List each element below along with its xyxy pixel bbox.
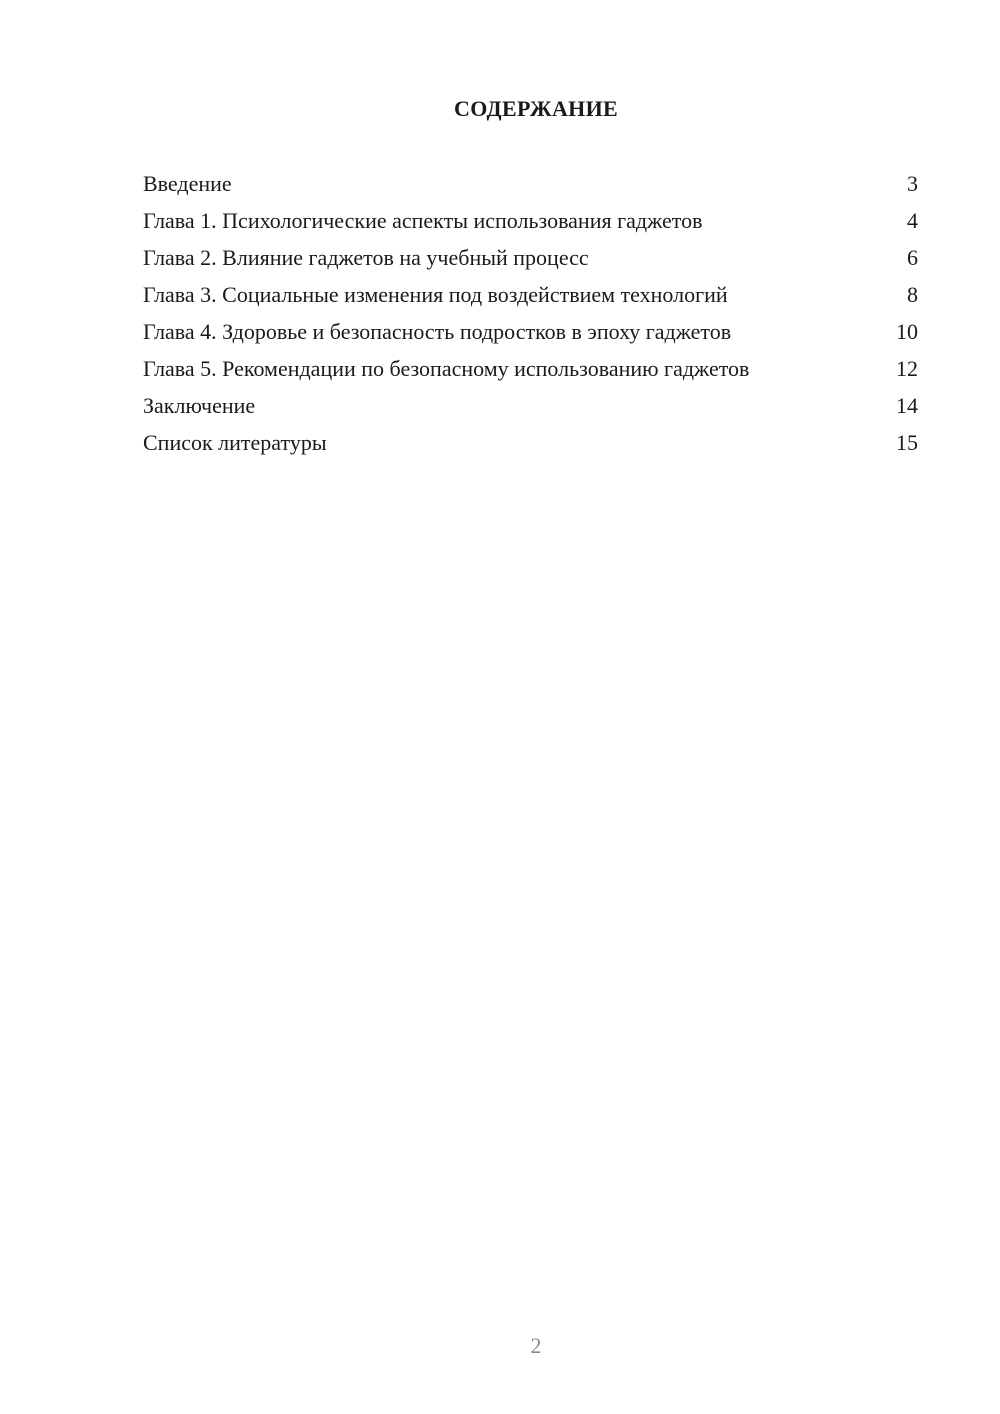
toc-entry-page: 8 xyxy=(907,282,918,307)
toc-entry-page: 10 xyxy=(896,319,918,344)
toc-entry xyxy=(143,318,918,345)
toc-heading: СОДЕРЖАНИЕ xyxy=(454,96,618,121)
toc-entry-page: 15 xyxy=(896,430,918,455)
toc-entry-title: Заключение xyxy=(143,393,256,418)
toc-entry xyxy=(143,429,918,456)
toc-entry-page: 4 xyxy=(907,208,918,233)
toc-entry-title: Глава 2. Влияние гаджетов на учебный процесс xyxy=(143,245,589,270)
toc-entry-title: Глава 1. Психологические аспекты использования гаджетов xyxy=(143,208,703,233)
table-of-contents xyxy=(143,170,918,466)
toc-entry xyxy=(143,170,918,197)
toc-entry xyxy=(143,207,918,234)
toc-entry-page: 12 xyxy=(896,356,918,381)
toc-entry-title: Глава 3. Социальные изменения под воздействием технологий xyxy=(143,282,728,307)
page-number: 2 xyxy=(530,1333,542,1358)
toc-entry-title: Список литературы xyxy=(143,430,327,455)
toc-entry-page: 14 xyxy=(896,393,918,418)
toc-entry-title: Глава 4. Здоровье и безопасность подростков в эпоху гаджетов xyxy=(143,319,732,344)
toc-entry-page: 3 xyxy=(907,171,918,196)
toc-entry xyxy=(143,355,918,382)
toc-entry xyxy=(143,392,918,419)
toc-entry-title: Глава 5. Рекомендации по безопасному использованию гаджетов xyxy=(143,356,750,381)
toc-entry-title: Введение xyxy=(143,171,232,196)
toc-entry xyxy=(143,281,918,308)
toc-entry-page: 6 xyxy=(907,245,918,270)
toc-entry xyxy=(143,244,918,271)
